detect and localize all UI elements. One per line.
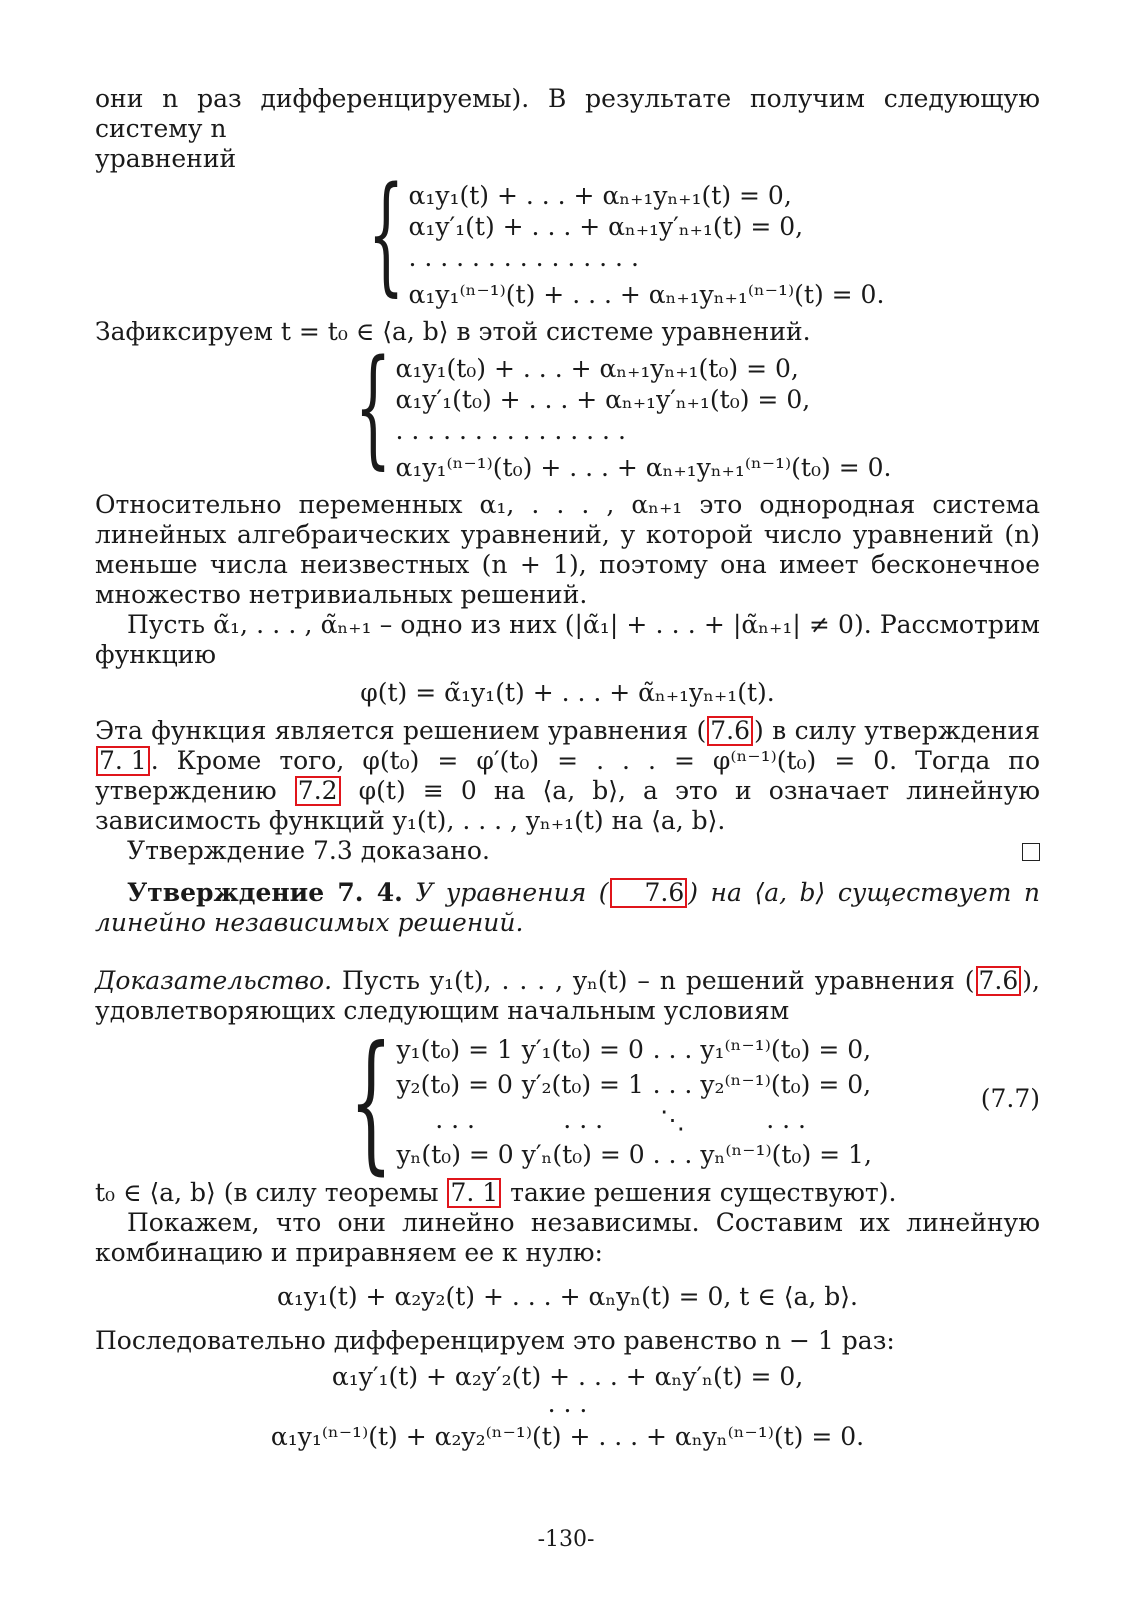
paragraph-differentiate: Последовательно дифференцируем это равенство n − 1 раз: [95, 1326, 895, 1355]
cell: y′₂(t₀) = 1 [521, 1069, 644, 1099]
qed-square-icon [1022, 843, 1040, 861]
ref-link-7-1[interactable]: 7. 1 [96, 746, 150, 776]
text: ) в силу утверждения [754, 716, 1040, 745]
cell: ⋱ [660, 1104, 685, 1134]
proved-text: Утверждение 7.3 доказано. [127, 836, 490, 865]
cell: . . . [652, 1139, 693, 1169]
intro-line-2: уравнений [95, 144, 237, 173]
equation-dots: . . . [547, 1389, 588, 1418]
left-brace: { [367, 160, 405, 309]
text: У уравнения ( [415, 878, 609, 907]
cell: y′₁(t₀) = 0 [521, 1034, 644, 1064]
paragraph-show-independent: Покажем, что они линейно независимы. Составим их линейную комбинацию и приравняем ее к нулю: [95, 1208, 1040, 1267]
equation-derivative-1: α₁y′₁(t) + α₂y′₂(t) + . . . + αₙy′ₙ(t) = 0, [331, 1362, 804, 1391]
text: Эта функция является решением уравнения ( [95, 716, 707, 745]
equation-number: (7.7) [980, 1084, 1040, 1113]
cell: y₁⁽ⁿ⁻¹⁾(t₀) = 0, [700, 1034, 872, 1064]
cell: . . . [435, 1104, 475, 1134]
equation-system-3 [297, 1015, 1040, 1189]
paragraph-let: Пусть α̃₁, . . . , α̃ₙ₊₁ – одно из них (|α̃₁| + . . . + |α̃ₙ₊₁| ≠ 0). Рассмотрим функцию [95, 610, 1040, 669]
system2-row-3: . . . . . . . . . . . . . . . [395, 416, 626, 445]
equation-system-1 [323, 160, 1040, 311]
text: Пусть y₁(t), . . . , yₙ(t) – n решений уравнения ( [332, 966, 975, 995]
initial-conditions-table [396, 1032, 879, 1172]
paragraph-existence [95, 1178, 1040, 1208]
ref-link-7-6[interactable]: 7.6 [707, 716, 753, 746]
equation-combination: α₁y₁(t) + α₂y₂(t) + . . . + αₙyₙ(t) = 0, t ∈ ⟨a, b⟩. [277, 1282, 858, 1311]
text: ) на ⟨a, b⟩ существует n линейно независимых решений. [95, 878, 1041, 937]
system1-row-4: α₁y₁⁽ⁿ⁻¹⁾(t) + . . . + αₙ₊₁yₙ₊₁⁽ⁿ⁻¹⁾(t) = 0. [408, 280, 885, 309]
table-row [396, 1032, 879, 1067]
system1-row-1: α₁y₁(t) + . . . + αₙ₊₁yₙ₊₁(t) = 0, [408, 181, 792, 210]
statement-label: Утверждение 7. 4. [127, 878, 403, 907]
table-row [396, 1102, 879, 1137]
text: t₀ ∈ ⟨a, b⟩ (в силу теоремы [95, 1178, 447, 1207]
system1-row-2: α₁y′₁(t) + . . . + αₙ₊₁y′ₙ₊₁(t) = 0, [408, 212, 804, 241]
ref-link-7-1[interactable]: 7. 1 [447, 1178, 501, 1208]
paragraph-intro [95, 84, 1040, 174]
proof-paragraph [95, 966, 1040, 1026]
cell: yₙ⁽ⁿ⁻¹⁾(t₀) = 1, [700, 1139, 872, 1169]
equation-phi: φ(t) = α̃₁y₁(t) + . . . + α̃ₙ₊₁yₙ₊₁(t). [360, 678, 775, 707]
left-brace: { [354, 333, 392, 482]
paragraph-fix-t: Зафиксируем t = t₀ ∈ ⟨a, b⟩ в этой системе уравнений. [95, 317, 811, 346]
paragraph-solution [95, 716, 1040, 836]
paragraph-proved [95, 836, 1040, 866]
intro-line-1: они n раз дифференцируемы). В результате получим следующую систему n [95, 84, 1040, 143]
cell: y′ₙ(t₀) = 0 [521, 1139, 645, 1169]
system2-row-4: α₁y₁⁽ⁿ⁻¹⁾(t₀) + . . . + αₙ₊₁yₙ₊₁⁽ⁿ⁻¹⁾(t₀) = 0. [395, 453, 892, 482]
equation-derivative-last: α₁y₁⁽ⁿ⁻¹⁾(t) + α₂y₂⁽ⁿ⁻¹⁾(t) + . . . + αₙyₙ⁽ⁿ⁻¹⁾(t) = 0. [270, 1422, 865, 1451]
table-row [396, 1067, 879, 1102]
table-row [396, 1137, 879, 1172]
proof-label: Доказательство. [95, 966, 333, 995]
cell: yₙ(t₀) = 0 [396, 1139, 514, 1169]
paragraph-homogeneous: Относительно переменных α₁, . . . , αₙ₊₁ это однородная система линейных алгебраических уравнений, у которой число уравнений (n) меньше числа неизвестных (n + 1), поэтому она имеет бесконечное множество нетривиальных решений. [95, 490, 1040, 609]
cell: . . . [766, 1104, 806, 1134]
page-number: -130- [537, 1527, 595, 1552]
cell: y₂⁽ⁿ⁻¹⁾(t₀) = 0, [700, 1069, 872, 1099]
cell: y₁(t₀) = 1 [396, 1034, 513, 1064]
statement-7-4 [95, 878, 1040, 938]
system1-row-3: . . . . . . . . . . . . . . . [408, 243, 639, 272]
text: ), удовлетворяющих следующим начальным условиям [95, 966, 1040, 1025]
cell: . . . [652, 1034, 693, 1064]
system2-row-1: α₁y₁(t₀) + . . . + αₙ₊₁yₙ₊₁(t₀) = 0, [395, 354, 799, 383]
page-body [95, 84, 1040, 1452]
text: φ(t) ≡ 0 на ⟨a, b⟩, а это и означает линейную зависимость функций y₁(t), . . . , yₙ₊₁(t) на ⟨a, b⟩. [95, 776, 1040, 835]
text: такие решения существуют). [502, 1178, 897, 1207]
equation-system-2 [310, 333, 1040, 484]
text: . Кроме того, φ(t₀) = φ′(t₀) = . . . = φ⁽ⁿ⁻¹⁾(t₀) = 0. Тогда по утверждению [95, 746, 1040, 805]
left-brace: { [349, 1015, 393, 1189]
ref-link-7-2[interactable]: 7.2 [295, 776, 341, 806]
cell: y₂(t₀) = 0 [396, 1069, 513, 1099]
cell: . . . [652, 1069, 693, 1099]
cell: . . . [563, 1104, 604, 1134]
ref-link-7-6[interactable]: 7.6 [610, 878, 688, 908]
system2-row-2: α₁y′₁(t₀) + . . . + αₙ₊₁y′ₙ₊₁(t₀) = 0, [395, 385, 811, 414]
ref-link-7-6[interactable]: 7.6 [976, 966, 1022, 996]
